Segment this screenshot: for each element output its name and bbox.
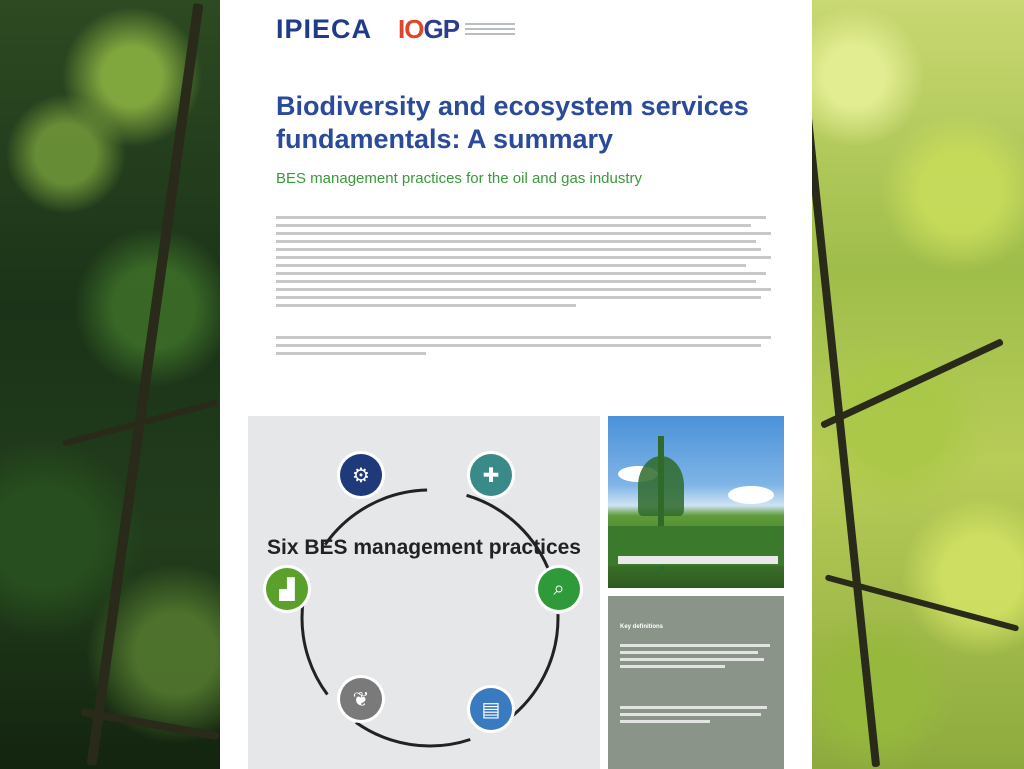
logo-bar bbox=[276, 14, 515, 44]
gears-icon: ⚙ bbox=[340, 454, 382, 496]
definition-ecosystem-services bbox=[620, 706, 770, 727]
definition-biodiversity bbox=[620, 644, 770, 672]
document-title: Biodiversity and ecosystem services fundamentals: A summary bbox=[276, 91, 749, 154]
shield-icon: ✚ bbox=[470, 454, 512, 496]
key-definitions-box bbox=[608, 596, 784, 769]
cycle-center-label: Six BES management practices bbox=[267, 536, 581, 559]
bes-practices-cycle-graphic bbox=[248, 416, 600, 769]
bar-chart-icon: ▟ bbox=[266, 568, 308, 610]
intro-paragraph bbox=[276, 216, 776, 312]
left-foliage-background bbox=[0, 0, 220, 769]
right-foliage-background bbox=[812, 0, 1024, 769]
document-subtitle: BES management practices for the oil and gas industry bbox=[276, 170, 643, 187]
iogp-logo: IOGP bbox=[398, 14, 515, 45]
magnifier-icon: ⌕ bbox=[538, 568, 580, 610]
summary-paragraph bbox=[276, 336, 776, 360]
clipboard-icon: ▤ bbox=[470, 688, 512, 730]
document-cover bbox=[220, 0, 812, 769]
landscape-photo bbox=[608, 416, 784, 588]
ipieca-logo: IPIECA bbox=[276, 13, 373, 44]
leaf-icon: ❦ bbox=[340, 678, 382, 720]
key-definitions-heading: Key definitions bbox=[620, 624, 664, 630]
